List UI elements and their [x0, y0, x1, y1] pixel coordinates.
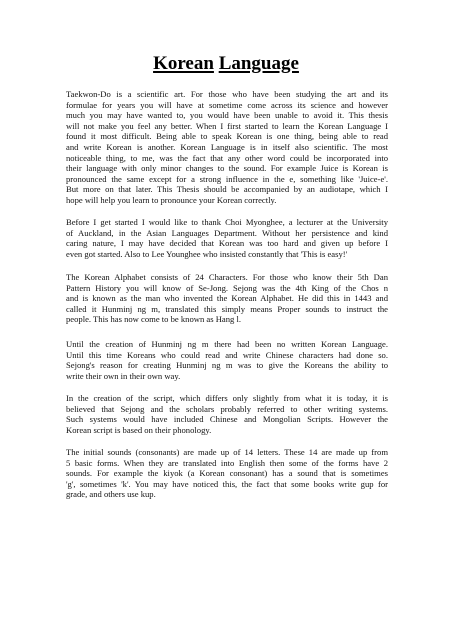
paragraph-introduction [66, 89, 388, 206]
text-line: 'g', sometimes 'k'. You may have noticed this, the fact that some books write gup for [66, 478, 388, 489]
text-line: Pattern History you will know of Se-Jong. Sejong was the 4th King of the Chos n [66, 282, 388, 293]
text-line: their language with only minor changes to the sound. For example Juice is Korean is [66, 163, 388, 174]
text-line: and is known as the man who invented the Korean Alphabet. He did this in 1443 and [66, 293, 388, 304]
paragraph-alphabet [66, 272, 388, 325]
text-line: will not make you feel any better. When I first started to learn the Korean Language I [66, 120, 388, 131]
text-line: even got started. Also to Lee Younghee who insisted constantly that 'This is easy!' [66, 248, 348, 259]
title-word-2: Language [218, 53, 299, 74]
text-line: formulae for years you will have at sometime come across its science and however [66, 99, 388, 110]
page-title [0, 52, 452, 76]
text-line: much you may have wanted to, you would have been unable to avoid it. This thesis [66, 110, 388, 121]
text-line: people. This has now come to be known as Hang l. [66, 314, 242, 325]
paragraph-hunminjongum [66, 339, 388, 381]
text-line: pronounced the same except for a strong influence in the e, something like 'Juice-e'. [66, 173, 388, 184]
text-line: caring nature, I may have decided that Korean was too hard and given up before I [66, 238, 388, 249]
text-line: noticeable thing, to me, was the fact that any other word could be incorporated into [66, 152, 388, 163]
text-line: In the creation of the script, which differs only slightly from what it is today, it is [66, 393, 388, 403]
text-line: found it most difficult. Being able to speak Korean is one thing, being able to read [66, 131, 388, 142]
text-line: sounds. For example the kiyok (a Korean consonant) has a sound that is sometimes [66, 468, 388, 479]
text-line: called it Hunminj ng m, translated this simply means Proper sounds to instruct the [66, 303, 388, 314]
paragraph-acknowledgements [66, 217, 388, 259]
text-line: But more on that later. This Thesis should be accompanied by an audiotape, which I [66, 184, 388, 195]
text-line: The initial sounds (consonants) are made up of 14 letters. These 14 are made up from [66, 447, 388, 457]
text-line: Such systems would have included Chinese and Mongolian Scripts. However the [66, 414, 388, 425]
text-line: of Auckland, in the Asian Languages Department. Without her persistence and kind [66, 227, 388, 238]
text-line: Taekwon-Do is a scientific art. For those who have been studying the art and its [66, 89, 388, 99]
text-line: hope will help you learn to pronounce your Korean correctly. [66, 194, 277, 205]
text-line: Korean script is based on their phonology. [66, 424, 212, 435]
text-line: Sejong's reason for creating Hunminj ng m was to give the Koreans the ability to [66, 360, 388, 371]
text-line: Until the creation of Hunminj ng m there had been no written Korean Language. [66, 339, 388, 349]
text-line: grade, and others use kup. [66, 489, 156, 500]
text-line: write their own in their own way. [66, 370, 181, 381]
text-line: believed that Sejong and the scholars probably referred to other writing systems. [66, 403, 388, 414]
text-line: 5 basic forms. When they are translated into English then some of the forms have 2 [66, 457, 388, 468]
paragraph-initial-sounds [66, 447, 388, 500]
text-line: The Korean Alphabet consists of 24 Characters. For those who know their 5th Dan [66, 272, 388, 282]
paragraph-script-creation [66, 393, 388, 435]
title-word-1: Korean [153, 53, 214, 74]
text-line: Until this time Koreans who could read and write Chinese characters had done so. [66, 349, 388, 360]
text-line: Before I get started I would like to thank Choi Myonghee, a lecturer at the University [66, 217, 388, 227]
text-line: and write Korean is another. Korean Language is in itself also scientific. The most [66, 141, 388, 152]
